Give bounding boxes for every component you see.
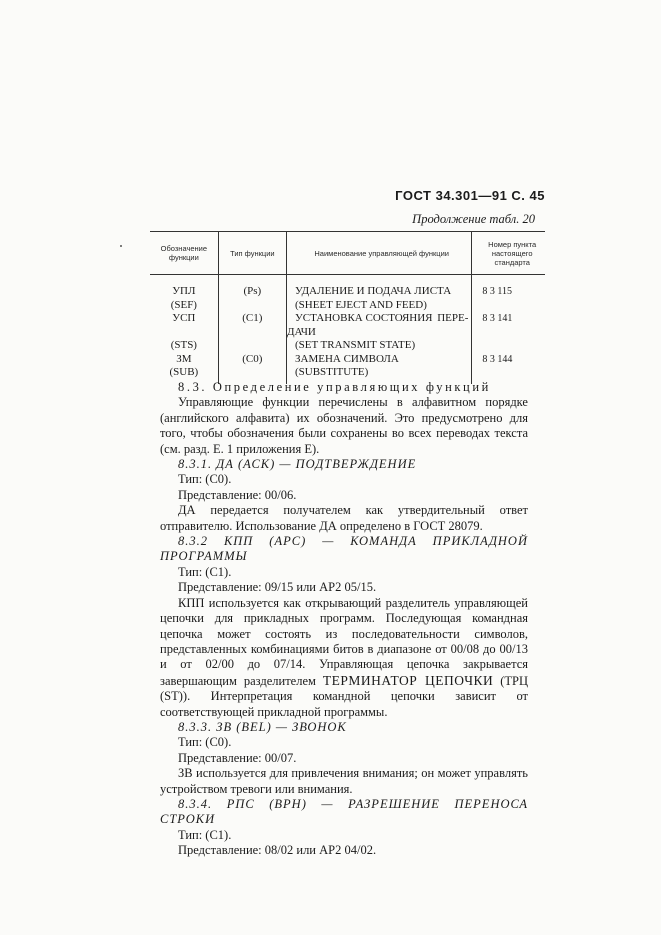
table-header-row — [150, 232, 545, 275]
item-representation: Представление: 00/07. — [178, 750, 297, 765]
page-header: ГОСТ 34.301—91 С. 45 — [395, 188, 545, 203]
functions-table — [150, 231, 545, 384]
item-description: ДА передается получателем как утвердительный ответ отправителю. Использование ДА определено в ГОСТ 28079. — [160, 503, 528, 533]
row-code: УСП — [172, 312, 196, 324]
row-code-en: (SUB) — [169, 366, 199, 378]
row-name-en: (SUBSTITUTE) — [294, 366, 369, 378]
row-name: УДАЛЕНИЕ И ПОДАЧА ЛИСТА — [294, 285, 452, 297]
row-name-en: (SHEET EJECT AND FEED) — [294, 298, 427, 311]
table-row — [150, 312, 545, 353]
row-type: (C1) — [218, 312, 286, 353]
item-representation: Представление: 08/02 или АР2 04/02. — [178, 843, 377, 858]
row-clause: 8 3 115 — [472, 275, 545, 313]
row-name-part-a: УСТАНОВКА СОСТОЯНИЯ — [294, 312, 433, 324]
col-header-clause: Номер пункта настоящего стандарта — [472, 232, 545, 275]
item-type: Тип: (C0). — [178, 472, 232, 487]
row-type: (C0) — [218, 353, 286, 384]
item-heading: 8.3.4. РПС (ВРН) — РАЗРЕШЕНИЕ ПЕРЕНОСА СТРОКИ — [160, 796, 528, 827]
intro-paragraph: Управляющие функции перечислены в алфавитном порядке (английского алфавита) их обозначений. Это предусмотрено для того, чтобы обозначения были сохранены во всех переводах текста (см. разд. Е. 1 приложения Е). — [160, 395, 528, 456]
row-name-en: (SET TRANSMIT STATE) — [294, 339, 416, 351]
col-header-name: Наименование управляющей функции — [286, 232, 471, 275]
row-name-part-b: ПЕРЕ- — [437, 312, 469, 324]
table-continuation-label: Продолжение табл. 20 — [412, 212, 535, 226]
item-description: ЗВ используется для привлечения внимания; он может управлять устройством тревоги или внимания. — [160, 766, 528, 796]
item-type: Тип: (C0). — [178, 735, 232, 750]
row-code: УПЛ — [172, 285, 196, 297]
item-heading: 8.3.2 КПП (АРС) — КОМАНДА ПРИКЛАДНОЙ ПРОГРАММЫ — [160, 534, 528, 564]
item-representation: Представление: 00/06. — [178, 487, 297, 502]
row-code-en: (STS) — [170, 339, 197, 351]
row-type: (Ps) — [218, 275, 286, 313]
col-header-type: Тип функции — [218, 232, 286, 275]
row-clause: 8 3 141 — [472, 312, 545, 353]
row-name: ЗАМЕНА СИМВОЛА — [294, 352, 399, 365]
row-name-line2: ДАЧИ — [286, 325, 316, 338]
body-text — [160, 380, 528, 859]
row-clause: 8 3 144 — [472, 353, 545, 384]
item-heading: 8.3.3. ЗВ (BEL) — ЗВОНОК — [178, 719, 347, 734]
item-heading: 8.3.1. ДА (АСК) — ПОДТВЕРЖДЕНИЕ — [178, 457, 417, 472]
speck-mark — [120, 245, 122, 247]
row-code: ЗМ — [176, 352, 192, 365]
description-part-a: КПП используется как открывающий разделитель управляющей цепочки для прикладных программ. Последующая командная цепочка может состоять из последовательности символов, представленных комбинациями битов в диапазоне от 00/08 до 00/13 и от 02/00 до 07/14. Управляющая цепочка закрывается завершающим разделителем — [160, 595, 528, 688]
item-type: Тип: (C1). — [178, 827, 232, 842]
item-description — [160, 596, 528, 720]
section-title: 8.3. Определение управляющих функций — [178, 380, 491, 394]
item-representation: Представление: 09/15 или АР2 05/15. — [178, 580, 377, 595]
description-part-b: (ТРЦ (ST)). Интерпретация командной цепочки зависит от соответствующей прикладной программы. — [160, 673, 529, 719]
table-row — [150, 353, 545, 384]
item-type: Тип: (C1). — [178, 564, 232, 579]
terminator-name: ТЕРМИНАТОР ЦЕПОЧКИ — [322, 672, 494, 688]
row-code-en: (SEF) — [170, 298, 197, 311]
table-row — [150, 275, 545, 313]
col-header-designation: Обозначение функции — [150, 232, 218, 275]
